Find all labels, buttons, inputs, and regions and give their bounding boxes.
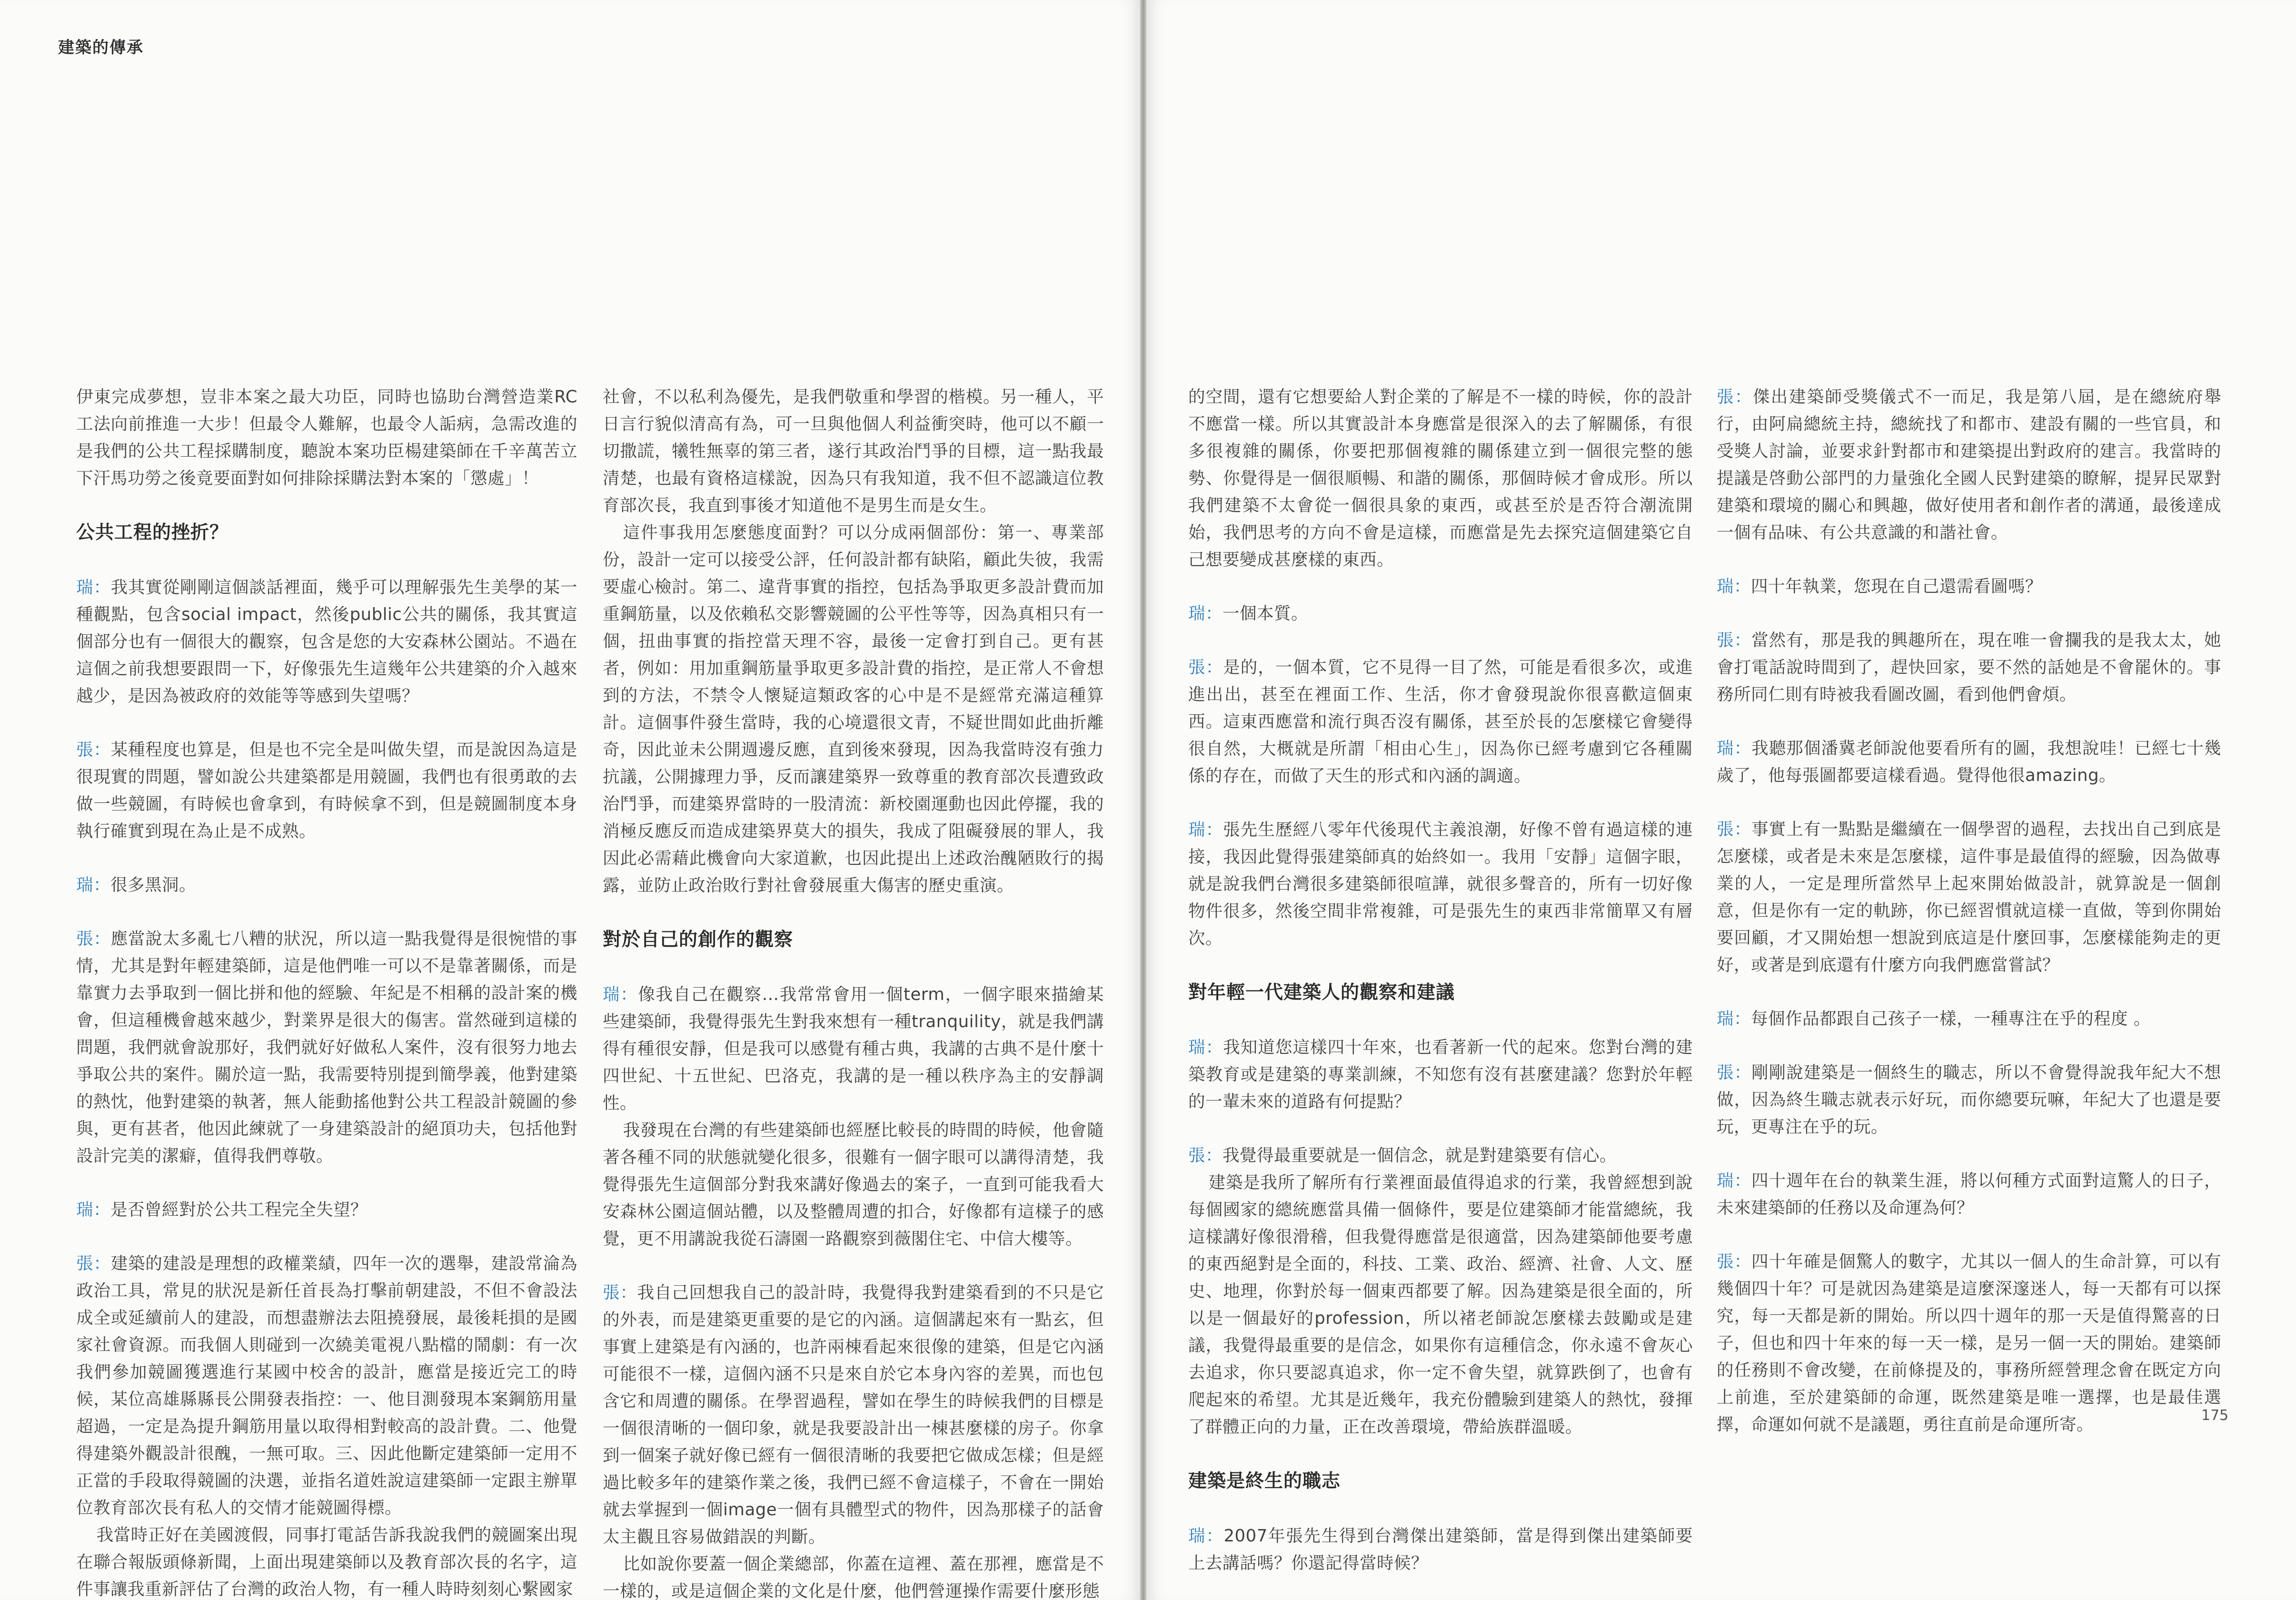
dialogue-text: 剛剛說建築是一個終生的職志，所以不會覺得說我年紀大不想做，因為終生職志就表示好玩，而你總要玩嘛，年紀大了也還是要玩，更專注在乎的玩。 (1717, 1063, 2221, 1137)
dialogue-paragraph (76, 736, 577, 845)
page-number: 175 (2201, 1407, 2229, 1424)
speaker-label: 瑞： (1188, 604, 1223, 623)
speaker-label: 張： (603, 1283, 637, 1302)
right-page (1146, 0, 2296, 1600)
dialogue-paragraph (1188, 600, 1693, 627)
speaker-label: 瑞： (1717, 1171, 1752, 1190)
speaker-label: 瑞： (76, 875, 111, 895)
body-paragraph: 伊東完成夢想，豈非本案之最大功臣，同時也協助台灣營造業RC工法向前推進一大步！但最令人難解，也最令人詬病，急需改進的是我們的公共工程採購制度，聽說本案功臣楊建築師在千辛萬苦立下汗馬功勞之後竟要面對如何排除採購法對本案的「懲處」！ (76, 387, 577, 488)
dialogue-text: 像我自己在觀察…我常常會用一個term，一個字眼來描繪某些建築師，我覺得張先生對我來想有一種tranquility，就是我們講得有種很安靜，但是我可以感覺有種古典，我講的古典不是什麼十四世紀、十五世紀、巴洛克，我講的是一種以秩序為主的安靜調性。 (603, 985, 1104, 1113)
continuation-paragraph: 這件事我用怎麼態度面對？可以分成兩個部份：第一、專業部份，設計一定可以接受公評，任何設計都有缺陷，顧此失彼，我需要虛心檢討。第二、違背事實的指控，包括為爭取更多設計費而加重鋼筋量，以及依賴私交影響競圖的公平性等等，因為真相只有一個，扭曲事實的指控當天理不容，最後一定會打到自己。更有甚者，例如：用加重鋼筋量爭取更多設計費的指控，是正常人不會想到的方法，不禁令人懷疑這類政客的心中是不是經常充滿這種算計。這個事件發生當時，我的心境還很文青，不疑世間如此曲折離奇，因此並未公開週邊反應，直到後來發現，因為我當時沒有強力抗議，公開據理力爭，反而讓建築界一致尊重的教育部次長遭致政治鬥爭，而建築界當時的一股清流：新校園運動也因此停擺，我的消極反應反而造成建築界莫大的損失，我成了阻礙發展的罪人，我因此必需藉此機會向大家道歉，也因此提出上述政治醜陋敗行的揭露，並防止政治敗行對社會發展重大傷害的歷史重演。 (603, 523, 1104, 895)
text-column-4 (1717, 383, 2221, 1600)
dialogue-text: 事實上有一點點是繼續在一個學習的過程，去找出自己到底是怎麼樣，或者是未來是怎麼樣，這件事是最值得的經驗，因為做專業的人，一定是理所當然早上起來開始做設計，就算說是一個創意，但是你有一定的軌跡，你已經習慣就這樣一直做，等到你開始要回顧，才又開始想一想說到底這是什麼回事，怎麼樣能夠走的更好，或著是到底還有什麼方向我們應當嘗試？ (1717, 820, 2221, 975)
running-head: 建築的傳承 (58, 38, 144, 57)
dialogue-text: 應當說太多亂七八糟的狀況，所以這一點我覺得是很惋惜的事情，尤其是對年輕建築師，這是他們唯一可以不是靠著關係，而是靠實力去爭取到一個比拼和他的經驗、年紀是不相稱的設計案的機會，但這種機會越來越少，對業界是很大的傷害。當然碰到這樣的問題，我們就會說那好，我們就好好做私人案件，沒有很努力地去爭取公共的案件。關於這一點，我需要特別提到簡學義，他對建築的熱忱，他對建築的執著，無人能動搖他對公共工程設計競圖的參與，更有甚者，他因此練就了一身建築設計的絕頂功夫，包括他對設計完美的潔癖，值得我們尊敬。 (76, 929, 577, 1166)
continuation-paragraph: 我發現在台灣的有些建築師也經歷比較長的時間的時候，他會隨著各種不同的狀態就變化很多，很難有一個字眼可以講得清楚，我覺得張先生這個部分對我來講好像過去的案子，一直到可能我看大安森林公園這個站體，以及整體周遭的扣合，好像都有這樣子的感覺，更不用講說我從石濤園一路觀察到薇閣住宅、中信大樓等。 (603, 1120, 1104, 1249)
speaker-label: 瑞： (603, 985, 638, 1004)
dialogue-paragraph (1717, 735, 2221, 789)
dialogue-paragraph (76, 871, 577, 899)
text-column-3 (1188, 383, 1693, 1600)
section-heading: 建築是終生的職志 (1188, 1470, 1341, 1492)
dialogue-text: 我覺得最重要就是一個信念，就是對建築要有信心。 (1223, 1146, 1617, 1165)
section-heading: 對於自己的創作的觀察 (603, 929, 794, 950)
dialogue-text: 我知道您這樣四十年來，也看著新一代的起來。您對台灣的建築教育或是建築的專業訓練，不知您有沒有甚麼建議？您對於年輕的一輩未來的道路有何提點？ (1188, 1038, 1693, 1111)
book-gutter (1140, 0, 1146, 1600)
dialogue-paragraph (76, 1196, 577, 1223)
dialogue-text: 某種程度也算是，但是也不完全是叫做失望，而是說因為這是很現實的問題，譬如說公共建築都是用競圖，我們也有很勇敢的去做一些競圖，有時候也會拿到，有時候拿不到，但是競圖制度本身執行確實到現在為止是不成熟。 (76, 740, 577, 841)
dialogue-text: 傑出建築師受獎儀式不一而足，我是第八屆，是在總統府舉行，由阿扁總統主持，總統找了和都市、建設有關的一些官員，和受獎人討論，並要求針對都市和建築提出對政府的建言。我當時的提議是啓動公部門的力量強化全國人民對建築的瞭解，提昇民眾對建築和環境的關心和興趣，做好使用者和創作者的溝通，最後達成一個有品味、有公共意識的和諧社會。 (1717, 387, 2221, 542)
continuation-paragraph: 比如說你要蓋一個企業總部，你蓋在這裡、蓋在那裡，應當是不一樣的，或是這個企業的文化是什麼，他們營運操作需要什麼形態 (603, 1554, 1104, 1600)
speaker-label: 瑞： (1188, 1038, 1223, 1057)
speaker-label: 張： (1188, 658, 1223, 677)
body-paragraph: 社會，不以私利為優先，是我們敬重和學習的楷模。另一種人，平日言行貌似清高有為，可一旦與他個人利益衝突時，他可以不顧一切撒謊，犧牲無辜的第三者，遂行其政治鬥爭的目標，這一點我最清楚，也最有資格這樣說，因為只有我知道，我不但不認識這位教育部次長，我直到事後才知道他不是男生而是女生。 (603, 387, 1104, 515)
dialogue-text: 四十年確是個驚人的數字，尤其以一個人的生命計算，可以有幾個四十年？可是就因為建築是這麼深邃迷人，每一天都有可以探究，每一天都是新的開始。所以四十週年的那一天是值得驚喜的日子，但也和四十年來的每一天一樣，是另一個一天的開始。建築師的任務則不會改變，在前條提及的，事務所經營理念會在既定方向上前進，至於建築師的命運，既然建築是唯一選擇，也是最佳選擇，命運如何就不是議題，勇往直前是命運所寄。 (1717, 1252, 2221, 1434)
section-heading: 公共工程的挫折？ (76, 522, 229, 543)
left-page (0, 0, 1140, 1600)
continuation-paragraph: 建築是我所了解所有行業裡面最值得追求的行業，我曾經想到說每個國家的總統應當具備一個條件，要是位建築師才能當總統，我這樣講好像很滑稽，但我覺得應當是很適當，因為建築師他要考慮的東西絕對是全面的，科技、工業、政治、經濟、社會、人文、歷史、地理，你對於每一個東西都要了解。因為建築是很全面的，所以是一個最好的profession，所以褚老師說怎麼樣去鼓勵或是建議，我覺得最重要的是信念，如果你有這種信念，你永遠不會灰心去追求，你只要認真追求，你一定不會失望，就算跌倒了，也會有爬起來的希望。尤其是近幾年，我充份體驗到建築人的熱忱，發揮了群體正向的力量，正在改善環境，帶給族群溫暖。 (1188, 1173, 1693, 1437)
dialogue-text: 我自己回想我自己的設計時，我覺得我對建築看到的不只是它的外表，而是建築更重要的是它的內涵。這個講起來有一點玄，但事實上建築是有內涵的，也許兩棟看起來很像的建築，但是它內涵可能很不一樣，這個內涵不只是來自於它本身內容的差異，而也包含它和周遭的關係。在學習過程，譬如在學生的時候我們的目標是一個很清晰的一個印象，就是我要設計出一棟甚麼樣的房子。你拿到一個案子就好像已經有一個很清晰的我要把它做成怎樣；但是經過比較多年的建築作業之後，我們已經不會這樣子，不會在一開始就去掌握到一個image一個有具體型式的物件，因為那樣子的話會太主觀且容易做錯誤的判斷。 (603, 1283, 1104, 1547)
dialogue-text: 建築的建設是理想的政權業績，四年一次的選舉，建設常淪為政治工具，常見的狀況是新任首長為打擊前朝建設，不但不會設法成全或延續前人的建設，而想盡辦法去阻撓發展，最後耗損的是國家社會資源。而我個人則碰到一次繞美電視八點檔的鬧劇：有一次我們參加競圖獲選進行某國中校舍的設計，應當是接近完工的時候，某位高雄縣縣長公開發表指控：一、他目測發現本案鋼筋用量超過，一定是為提升鋼筋用量以取得相對較高的設計費。二、他覺得建築外觀設計很醜，一無可取。三、因此他斷定建築師一定用不正當的手段取得競圖的決選，並指名道姓說這建築師一定跟主辦單位教育部次長有私人的交情才能競圖得標。 (76, 1254, 577, 1518)
dialogue-text: 張先生歷經八零年代後現代主義浪潮，好像不曾有過這樣的連接，我因此覺得張建築師真的始終如一。我用「安靜」這個字眼，就是說我們台灣很多建築師很喧譁，就很多聲音的，所有一切好像物件很多，然後空間非常複雜，可是張先生的東西非常簡單又有層次。 (1188, 820, 1693, 948)
speaker-label: 張： (1717, 387, 1753, 407)
section-heading: 對年輕一代建築人的觀察和建議 (1188, 982, 1455, 1003)
speaker-label: 張： (1717, 1252, 1752, 1271)
dialogue-text: 一個本質。 (1223, 604, 1309, 623)
speaker-label: 瑞： (1188, 820, 1223, 840)
dialogue-paragraph (1188, 1522, 1693, 1577)
dialogue-paragraph (1717, 816, 2221, 979)
dialogue-text: 2007年張先生得到台灣傑出建築師，當是得到傑出建築師要上去講話嗎？你還記得當時候？ (1188, 1526, 1693, 1573)
dialogue-text: 很多黑洞。 (110, 875, 197, 895)
dialogue-text: 是否曾經對於公共工程完全失望？ (110, 1200, 368, 1220)
dialogue-text: 四十週年在台的執業生涯，將以何種方式面對這驚人的日子，未來建築師的任務以及命運為何？ (1717, 1171, 2221, 1218)
dialogue-paragraph (603, 981, 1104, 1117)
dialogue-paragraph (1717, 1248, 2221, 1438)
dialogue-text: 四十年執業，您現在自己還需看圖嗎？ (1751, 577, 2043, 596)
body-paragraph: 的空間，還有它想要給人對企業的了解是不一樣的時候，你的設計不應當一樣。所以其實設計本身應當是很深入的去了解關係，有很多很複雜的關係，你要把那個複雜的關係建立到一個很完整的態勢、你覺得是一個很順暢、和諧的關係，那個時候才會成形。所以我們建築不太會從一個很具象的東西，或甚至於是否符合潮流開始，我們思考的方向不會是這樣，而應當是先去探究這個建築它自己想要變成甚麼樣的東西。 (1188, 387, 1693, 570)
speaker-label: 張： (76, 1254, 111, 1273)
dialogue-paragraph (1717, 1005, 2221, 1032)
speaker-label: 張： (76, 929, 111, 949)
dialogue-paragraph (1188, 654, 1693, 790)
dialogue-paragraph (76, 1250, 577, 1521)
dialogue-paragraph (1717, 1167, 2221, 1221)
text-column-2 (603, 383, 1104, 1600)
dialogue-paragraph (1188, 816, 1693, 952)
dialogue-text: 我其實從剛剛這個談話裡面，幾乎可以理解張先生美學的某一種觀點，包含social impact，然後public公共的關係，我其實這個部分也有一個很大的觀察，包含是您的大安森林公園站。不過在這個之前我想要跟問一下，好像張先生這幾年公共建築的介入越來越少，是因為被政府的效能等等感到失望嗎？ (76, 578, 577, 706)
dialogue-paragraph (1717, 383, 2221, 546)
speaker-label: 張： (1717, 1063, 1752, 1082)
continuation-paragraph: 我當時正好在美國渡假，同事打電話告訴我說我們的競圖案出現在聯合報版頭條新聞，上面出現建築師以及教育部次長的名字，這件事讓我重新評估了台灣的政治人物，有一種人時時刻刻心繫國家 (76, 1525, 577, 1599)
speaker-label: 瑞： (1717, 1009, 1751, 1029)
speaker-label: 張： (1188, 1146, 1223, 1165)
speaker-label: 張： (1717, 630, 1752, 650)
dialogue-text: 我聽那個潘冀老師說他要看所有的圖，我想說哇！已經七十幾歲了，他每張圖都要這樣看過。覺得他很amazing。 (1717, 739, 2221, 785)
dialogue-paragraph (76, 574, 577, 710)
dialogue-paragraph (1717, 1059, 2221, 1140)
speaker-label: 瑞： (1717, 739, 1752, 758)
text-column-1 (76, 383, 577, 1600)
dialogue-text: 當然有，那是我的興趣所在，現在唯一會攔我的是我太太，她會打電話說時間到了，趕快回家，要不然的話她是不會罷休的。事務所同仁則有時被我看圖改圖，看到他們會煩。 (1717, 630, 2221, 704)
speaker-label: 瑞： (76, 1200, 111, 1220)
speaker-label: 張： (1717, 820, 1752, 839)
dialogue-paragraph (76, 925, 577, 1170)
dialogue-paragraph (603, 1279, 1104, 1550)
dialogue-paragraph (1188, 1034, 1693, 1115)
speaker-label: 瑞： (1188, 1526, 1224, 1546)
speaker-label: 張： (76, 740, 111, 760)
dialogue-text: 是的，一個本質，它不見得一目了然，可能是看很多次，或進進出出，甚至在裡面工作、生活，你才會發現說你很喜歡這個東西。這東西應當和流行與否沒有關係，甚至於長的怎麼樣它會變得很自然，大概就是所謂「相由心生」，因為你已經考慮到它各種關係的存在，而做了天生的形式和內涵的調適。 (1188, 658, 1693, 786)
dialogue-paragraph (1717, 627, 2221, 708)
speaker-label: 瑞： (76, 578, 111, 597)
dialogue-paragraph (1717, 573, 2221, 600)
dialogue-text: 每個作品都跟自己孩子一樣，一種專注在乎的程度 。 (1751, 1009, 2151, 1029)
dialogue-paragraph (1188, 1142, 1693, 1169)
speaker-label: 瑞： (1717, 577, 1751, 596)
